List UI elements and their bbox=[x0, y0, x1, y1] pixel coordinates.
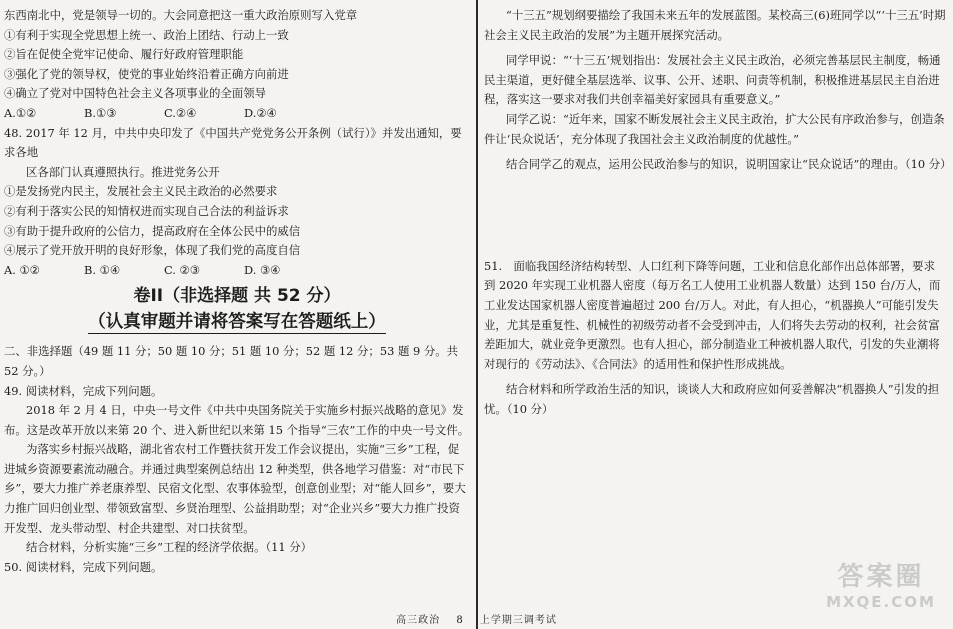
q51-task: 结合材料和所学政治生活的知识，谈谈人大和政府应如何妥善解决“机器换人”引发的担忧。（10 分） bbox=[484, 382, 940, 416]
q48-stem-line2: 区各部门认真遵照执行。推进党务公开 bbox=[26, 164, 220, 179]
q50-heading: 50. 阅读材料，完成下列问题。 bbox=[4, 559, 163, 574]
q49-heading: 49. 阅读材料，完成下列问题。 bbox=[4, 383, 163, 398]
footer-exam-name: 上学期三调考试 bbox=[479, 615, 557, 626]
section-title: 卷II（非选择题 共 52 分） bbox=[133, 286, 341, 307]
watermark-logo-text: 答案圈 bbox=[837, 562, 925, 592]
footer-page-number: 8 bbox=[456, 615, 464, 626]
q48-option-3: ③有助于提升政府的公信力，提高政府在全体公民中的威信 bbox=[4, 223, 301, 238]
q50-paragraph-2: 同学甲说：“‘十三五’规划指出：发展社会主义民主政治，必须完善基层民主制度，畅通民主渠道，更好健全基层选举、议事、公开、述职、问责等机制，积极推进基层民主自治进程，落实这一要求对我们共创幸福美好家园具有重要意义。” bbox=[484, 53, 941, 107]
left-column bbox=[4, 6, 470, 577]
q49-task: 结合材料，分析实施“三乡”工程的经济学依据。（11 分） bbox=[26, 540, 313, 555]
q48-choice-d: D. ③④ bbox=[244, 262, 281, 277]
right-column bbox=[484, 6, 952, 420]
q47-choices bbox=[4, 104, 470, 124]
column-divider bbox=[476, 0, 478, 629]
q48-option-2: ②有利于落实公民的知情权进而实现自己合法的利益诉求 bbox=[4, 203, 289, 218]
q48-choice-a: A. ①② bbox=[4, 262, 40, 277]
q48-choice-c: C. ②③ bbox=[164, 262, 200, 277]
page-footer bbox=[0, 611, 953, 626]
q47-choice-d: D.②④ bbox=[244, 105, 277, 120]
q47-choice-b: B.①③ bbox=[84, 105, 117, 120]
site-watermark bbox=[821, 561, 941, 619]
q47-option-1: ①有利于实现全党思想上统一、政治上团结、行动上一致 bbox=[4, 27, 289, 42]
q47-stem-tail: 东西南北中，党是领导一切的。大会同意把这一重大政治原则写入党章 bbox=[4, 8, 358, 22]
q48-choices bbox=[4, 261, 470, 281]
q48-option-4: ④展示了党开放开明的良好形象，体现了我们党的高度自信 bbox=[4, 243, 301, 258]
q50-paragraph-3: 同学乙说：“近年来，国家不断发展社会主义民主政治，扩大公民有序政治参与，创造条件让‘民众说话’，充分体现了我国社会主义政治制度的优越性。” bbox=[484, 111, 945, 146]
watermark-domain: MXQE.COM bbox=[826, 593, 936, 611]
q50-paragraph-1: “十三五”规划纲要描绘了我国未来五年的发展蓝图。某校高三(6)班同学以“‘十三五’时期社会主义民主政治的发展”为主题开展探究活动。 bbox=[484, 8, 946, 42]
q47-option-4: ④确立了党对中国特色社会主义各项事业的全面领导 bbox=[4, 86, 266, 101]
q47-option-2: ②旨在促使全党牢记使命、履行好政府管理职能 bbox=[4, 47, 244, 62]
q50-task: 结合同学乙的观点，运用公民政治参与的知识，说明国家让“民众说话”的理由。（10 分） bbox=[506, 157, 952, 172]
q48-choice-b: B. ①④ bbox=[84, 262, 121, 277]
q47-choice-c: C.②④ bbox=[164, 105, 197, 120]
q47-option-3: ③强化了党的领导权，使党的事业始终沿着正确方向前进 bbox=[4, 66, 289, 81]
section-subtitle-text: （认真审题并请将答案写在答题纸上） bbox=[88, 312, 386, 333]
q48-stem-line1: 48. 2017 年 12 月，中共中央印发了《中国共产党党务公开条例（试行）》并发出通知，要求各地 bbox=[4, 125, 462, 160]
q48-option-1: ①是发扬党内民主，发展社会主义民主政治的必然要求 bbox=[4, 184, 278, 199]
q49-paragraph-1: 2018 年 2 月 4 日，中央一号文件《中共中央国务院关于实施乡村振兴战略的意见》发布。这是改革开放以来第 20 个、进入新世纪以来第 15 个指导“三农”工作的中央一号文件。 bbox=[4, 403, 470, 437]
q49-paragraph-2: 为落实乡村振兴战略，湖北省农村工作暨扶贫开发工作会议提出，实施“三乡”工程，促进城乡资源要素流动融合。并通过典型案例总结出 12 种类型，供各地学习借鉴：对“市民下乡”，要大力推广养老康养型、民宿文化型、农事体验型，创意创业型；对“能人回乡”，要大力推广回归创业型、带领致富型、乡贤治理型、公益捐助型；对“企业兴乡”要大力推广投资开发型、龙头带动型、村企共建型、对口扶贫型。 bbox=[4, 442, 466, 535]
part2-heading: 二、非选择题（49 题 11 分；50 题 10 分；51 题 10 分；52 题 12 分；53 题 9 分。共 52 分。） bbox=[4, 344, 458, 378]
q47-choice-a: A.①② bbox=[4, 105, 37, 120]
q51-paragraph: 51. 面临我国经济结构转型、人口红利下降等问题，工业和信息化部作出总体部署，要求到 2020 年实现工业机器人密度（每万名工人使用工业机器人数量）达到 150 台/万人，而工业发达国家机器人密度普遍超过 200 台/万人。对此，有人担心，“机器换人”可能引发失业，尤其是重复性、机械性的初级劳动者不会受到冲击，人们将失去劳动的权利，社会贫富差距加大，就业竞争更激烈。也有人担心，部分制造业工种被机器人取代，引发的失业潮将对现行的《劳动法》、《合同法》的适用性和保护性形成挑战。 bbox=[484, 258, 941, 371]
footer-subject: 高三政治 bbox=[396, 615, 441, 626]
section-subtitle bbox=[4, 310, 470, 334]
